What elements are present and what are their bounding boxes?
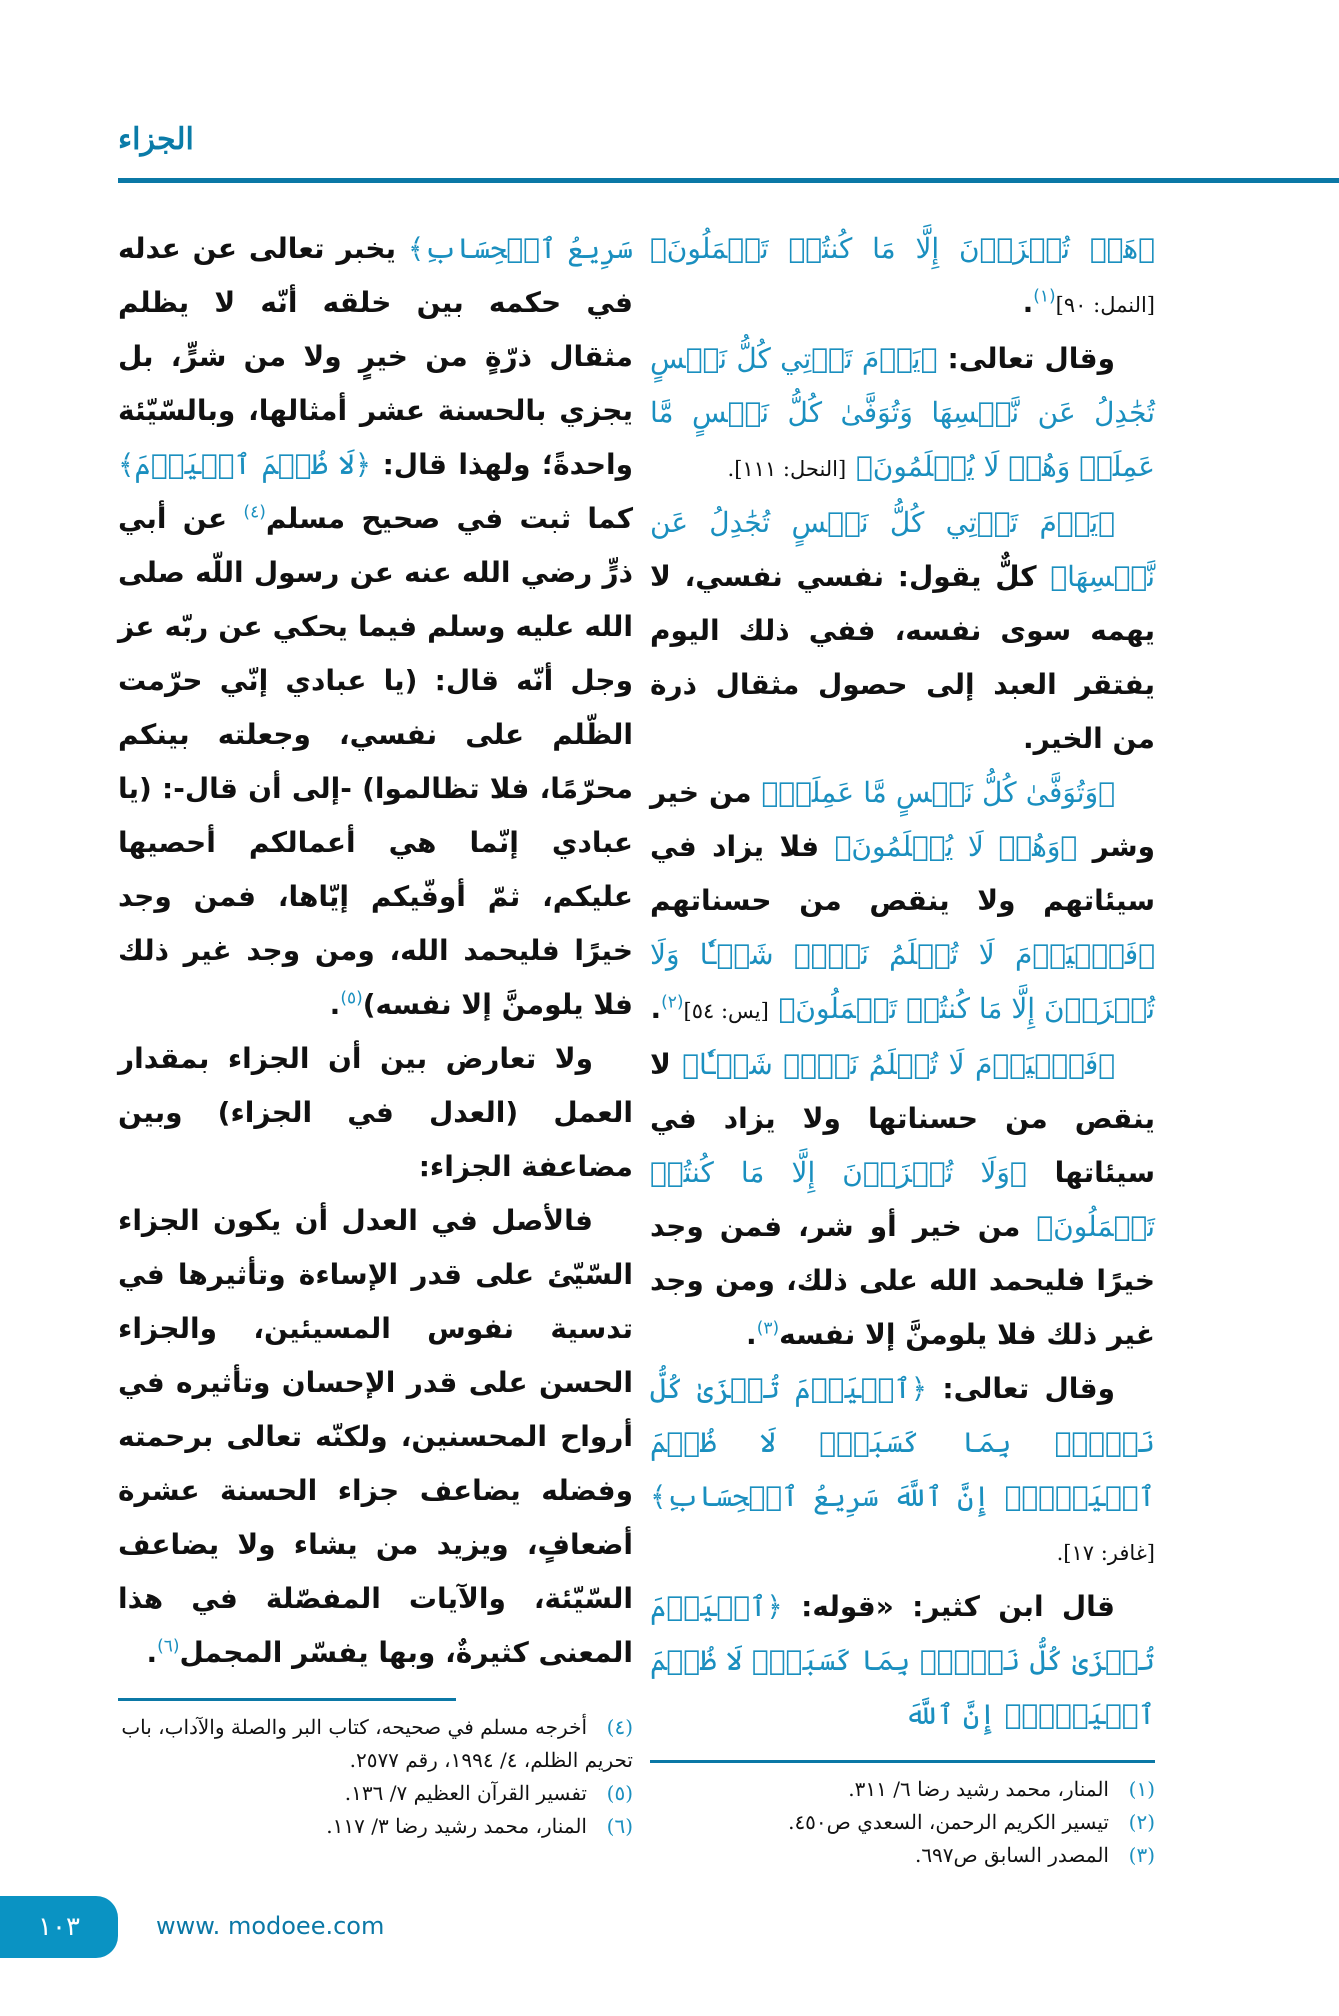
text: من خير وشر xyxy=(650,776,1156,863)
footnote-marker[interactable]: (٥) xyxy=(340,988,363,1009)
page-footer xyxy=(0,1896,1339,2016)
footnote-item xyxy=(650,1839,1155,1872)
text: يخبر تعالى عن عدله في حكمه بين خلقه أنّه لا يظلم مثقال ذرّةٍ من خيرٍ ولا من شرٍّ، بل يجزي بالحسنة عشر أمثالها، وبالسّيّئة واحدةً؛ ولهذا قال: xyxy=(118,232,633,481)
footnote-number: (٢) xyxy=(1128,1810,1155,1834)
footnotes-right xyxy=(650,1773,1155,1872)
footnote-marker[interactable]: (٣) xyxy=(756,1318,780,1339)
footnote-number: (٣) xyxy=(1128,1843,1155,1867)
page-number-badge xyxy=(0,1896,118,1958)
footnotes-left xyxy=(118,1711,633,1843)
footnote-marker[interactable]: (٤) xyxy=(243,502,266,523)
quran-verse: ﴿ٱلۡيَوۡمَ تُجۡزَىٰ كُلُّ نَفۡسِۭ بِمَا كَسَبَتۡۚ لَا ظُلۡمَ ٱلۡيَوۡمَۚ إِنَّ ٱللَّهَ xyxy=(650,1590,1155,1731)
quran-verse: ﴿وَهُمۡ لَا يُظۡلَمُونَ﴾ xyxy=(834,830,1078,863)
footnote-marker[interactable]: (٢) xyxy=(661,992,684,1013)
left-column xyxy=(118,222,633,1680)
footnote-number: (٤) xyxy=(606,1715,633,1739)
verse-reference: [النمل: ٩٠] xyxy=(1055,293,1155,317)
page-header xyxy=(0,0,1339,222)
footnote-number: (١) xyxy=(1128,1777,1155,1801)
quran-verse: ﴿هَلۡ تُجۡزَوۡنَ إِلَّا مَا كُنتُمۡ تَعۡمَلُونَ﴾ xyxy=(650,232,1155,265)
paragraph xyxy=(650,1038,1155,1362)
footnotes-right-block xyxy=(650,1760,1155,1872)
footnote-marker[interactable]: (٦) xyxy=(157,1636,180,1657)
page-number: ١٠٣ xyxy=(38,1912,80,1942)
footnote-item xyxy=(118,1810,633,1843)
footnote-text: أخرجه مسلم في صحيحه، كتاب البر والصلة والآداب، باب تحريم الظلم، ٤/ ١٩٩٤، رقم ٢٥٧٧. xyxy=(121,1715,633,1772)
paragraph xyxy=(118,1032,633,1194)
verse-reference: [غافر: ١٧]. xyxy=(1056,1541,1155,1565)
verse-reference: [النحل: ١١١]. xyxy=(727,457,847,481)
right-column-wrapper xyxy=(650,222,1155,1872)
quran-verse: ﴿وَتُوَفَّىٰ كُلُّ نَفۡسٍ مَّا عَمِلَتۡ﴾ xyxy=(761,776,1116,809)
footnote-text: تفسير القرآن العظيم ٧/ ١٣٦. xyxy=(344,1781,587,1805)
footnote-text: تيسير الكريم الرحمن، السعدي ص٤٥٠. xyxy=(788,1810,1109,1834)
footnote-divider xyxy=(118,1698,456,1701)
paragraph xyxy=(650,766,1155,1038)
punctuation: . xyxy=(746,1318,757,1351)
paragraph xyxy=(650,1362,1155,1580)
paragraph xyxy=(650,496,1155,766)
punctuation: . xyxy=(1022,286,1034,319)
punctuation: . xyxy=(329,988,341,1021)
footnote-item xyxy=(118,1711,633,1777)
footnote-text: المنار، محمد رشيد رضا ٣/ ١١٧. xyxy=(326,1814,587,1838)
text: عن أبي ذرٍّ رضي الله عنه عن رسول اللّه صلى الله عليه وسلم فيما يحكي عن ربّه عز وجل أنّه قال: (يا عبادي إنّي حرّمت الظّلم على نفسي، وجعلته بينكم محرّمًا، فلا تظالموا) -إلى أن قال-: (يا عبادي إنّما هي أعمالكم أحصيها عليكم، ثمّ أوفّيكم إيّاها، فمن وجد خيرًا فليحمد الله، ومن وجد غير ذلك فلا يلومنَّ إلا نفسه) xyxy=(118,502,633,1021)
right-column xyxy=(650,222,1155,1742)
footnotes-left-block xyxy=(118,1698,633,1843)
quran-verse: ﴿يَوۡمَ تَأۡتِي كُلُّ نَفۡسٍ تُجَٰدِلُ عَن نَّفۡسِهَا﴾ xyxy=(650,506,1155,593)
punctuation: . xyxy=(650,992,662,1025)
paragraph xyxy=(650,222,1155,332)
footnote-text: المصدر السابق ص٦٩٧. xyxy=(914,1843,1109,1867)
paragraph xyxy=(650,332,1155,496)
chapter-title: الجزاء xyxy=(118,122,194,157)
footnote-text: المنار، محمد رشيد رضا ٦/ ٣١١. xyxy=(848,1777,1109,1801)
text: قال ابن كثير: «قوله: xyxy=(801,1590,1116,1623)
quran-verse: ﴿فَٱلۡيَوۡمَ لَا تُظۡلَمُ نَفۡسٞ شَيۡـٔٗا﴾ xyxy=(682,1048,1116,1081)
text: وقال تعالى: xyxy=(947,342,1116,375)
text: لا ينقص من حسناتها ولا يزاد في سيئاتها xyxy=(650,1048,1156,1189)
text: من خير أو شر، فمن وجد خيرًا فليحمد الله على ذلك، ومن وجد غير ذلك فلا يلومنَّ إلا نفسه xyxy=(650,1210,1155,1351)
website-link[interactable]: www. modoee.com xyxy=(156,1912,385,1940)
columns xyxy=(0,222,1339,1872)
paragraph xyxy=(650,1580,1155,1742)
paragraph xyxy=(118,222,633,1032)
footnote-number: (٥) xyxy=(606,1781,633,1805)
verse-reference: [يس: ٥٤] xyxy=(683,999,769,1023)
footnote-item xyxy=(650,1806,1155,1839)
paragraph xyxy=(118,1194,633,1680)
header-divider xyxy=(118,178,1339,183)
quran-verse: ﴿لَا ظُلۡمَ ٱلۡيَوۡمَ﴾ xyxy=(118,448,372,481)
quran-verse: ﴿يَوۡمَ تَأۡتِي كُلُّ نَفۡسٍ تُجَٰدِلُ عَن نَّفۡسِهَا وَتُوَفَّىٰ كُلُّ نَفۡسٍ مَّا عَمِلَتۡ وَهُمۡ لَا يُظۡلَمُونَ﴾ xyxy=(650,342,1155,483)
quran-verse: سَرِيعُ ٱلۡحِسَابِ﴾ xyxy=(407,232,634,265)
punctuation: . xyxy=(146,1636,158,1669)
footnote-item xyxy=(118,1777,633,1810)
text: فلا يزاد في سيئاتهم ولا ينقص من حسناتهم xyxy=(650,830,1155,917)
left-column-wrapper xyxy=(118,222,633,1872)
text: وقال تعالى: xyxy=(942,1372,1115,1405)
footnote-item xyxy=(650,1773,1155,1806)
footnote-divider xyxy=(650,1760,1155,1763)
text: كما ثبت في صحيح مسلم xyxy=(265,502,634,535)
footnote-marker[interactable]: (١) xyxy=(1033,286,1056,307)
footnote-number: (٦) xyxy=(606,1814,633,1838)
quran-verse: ﴿فَٱلۡيَوۡمَ لَا تُظۡلَمُ نَفۡسٞ شَيۡـٔٗا وَلَا تُجۡزَوۡنَ إِلَّا مَا كُنتُمۡ تَعۡمَلُونَ﴾ xyxy=(650,938,1155,1025)
text: فالأصل في العدل أن يكون الجزاء السّيّئ على قدر الإساءة وتأثيرها في تدسية نفوس المسيئين، والجزاء الحسن على قدر الإحسان وتأثيره في أرواح المحسنين، ولكنّه تعالى برحمته وفضله يضاعف جزاء الحسنة عشرة أضعافٍ، ويزيد من يشاء ولا يضاعف السّيّئة، والآيات المفصّلة في هذا المعنى كثيرةٌ، وبها يفسّر المجمل xyxy=(118,1204,633,1669)
quran-verse: ﴿ٱلۡيَوۡمَ تُجۡزَىٰ كُلُّ نَفۡسِۭ بِمَا كَسَبَتۡۚ لَا ظُلۡمَ ٱلۡيَوۡمَۚ إِنَّ ٱللَّهَ سَرِيعُ ٱلۡحِسَابِ﴾ xyxy=(650,1372,1155,1513)
text: كلٌّ يقول: نفسي نفسي، لا يهمه سوى نفسه، ففي ذلك اليوم يفتقر العبد إلى حصول مثقال ذرة من الخير. xyxy=(650,560,1155,755)
text: ولا تعارض بين أن الجزاء بمقدار العمل (العدل في الجزاء) وبين مضاعفة الجزاء: xyxy=(118,1042,633,1183)
quran-verse: ﴿وَلَا تُجۡزَوۡنَ إِلَّا مَا كُنتُمۡ تَعۡمَلُونَ﴾ xyxy=(650,1156,1156,1243)
